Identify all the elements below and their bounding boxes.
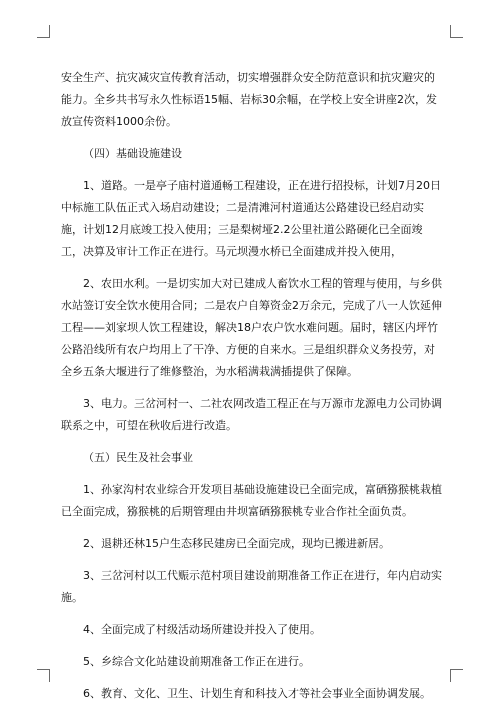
document-body	[61, 67, 444, 715]
paragraph-electricity: 3、电力。三岔河村一、二社农网改造工程正在与万源市龙源电力公司协调联系之中，可望在秋收后进行改造。	[61, 397, 442, 432]
paragraph-ecological-migration: 2、退耕还林15户生态移民建房已全面完成，现均已搬进新居。	[83, 537, 390, 550]
paragraph-social-undertakings: 6、教育、文化、卫生、计划生育和科技入才等社会事业全面协调发展。	[83, 687, 431, 700]
paragraph-village-activity: 4、全面完成了村级活动场所建设并投入了使用。	[83, 623, 321, 636]
section-heading-livelihood: （五）民生及社会事业	[83, 451, 193, 464]
paragraph-culture-station: 5、乡综合文化站建设前期准备工作正在进行。	[83, 655, 310, 668]
section-heading-infrastructure: （四）基础设施建设	[83, 147, 182, 160]
paragraph-work-relief: 3、三岔河村以工代赈示范村项目建设前期准备工作正在进行，年内启动实施。	[61, 569, 442, 604]
paragraph-roads: 1、道路。一是亭子庙村道通畅工程建设，正在进行招投标，计划7月20日中标施工队伍正式入场启动建设；二是清滩河村道通达公路建设已经启动实施，计划12月底竣工投入使用；三是梨树垭2.2公里社道公路硬化已全面竣工，决算及审计工作正在进行。马元坝漫水桥已全面建成并投入使用，	[61, 179, 441, 258]
paragraph-agricultural-project: 1、孙家沟村农业综合开发项目基础设施建设已全面完成，富硒猕猴桃栽植已全面完成，猕猴桃的后期管理由井坝富硒猕猴桃专业合作社全面负责。	[61, 483, 442, 518]
crop-mark-bottom-right	[450, 669, 463, 682]
paragraph-safety-publicity: 安全生产、抗灾减灾宣传教育活动，切实增强群众安全防范意识和抗灾避灾的能力。全乡共书写永久性标语15幅、岩标30余幅，在学校上安全讲座2次，发放宣传资料1000余份。	[61, 71, 437, 128]
crop-mark-top-right	[450, 25, 463, 38]
paragraph-farmland-water: 2、农田水利。一是切实加大对已建成人畜饮水工程的管理与使用，与乡供水站签订安全饮水使用合同；二是农户自筹资金2万余元，完成了八一人饮延伸工程——刘家坝人饮工程建设，解决18户农户饮水难问题。届时，辖区内坪竹公路沿线所有农户均用上了干净、方便的自来水。三是组织群众义务投劳，对全乡五条大堰进行了维修整治，为水稻满栽满插提供了保障。	[61, 277, 442, 378]
crop-mark-top-left	[37, 25, 50, 38]
crop-mark-bottom-left	[37, 669, 50, 682]
